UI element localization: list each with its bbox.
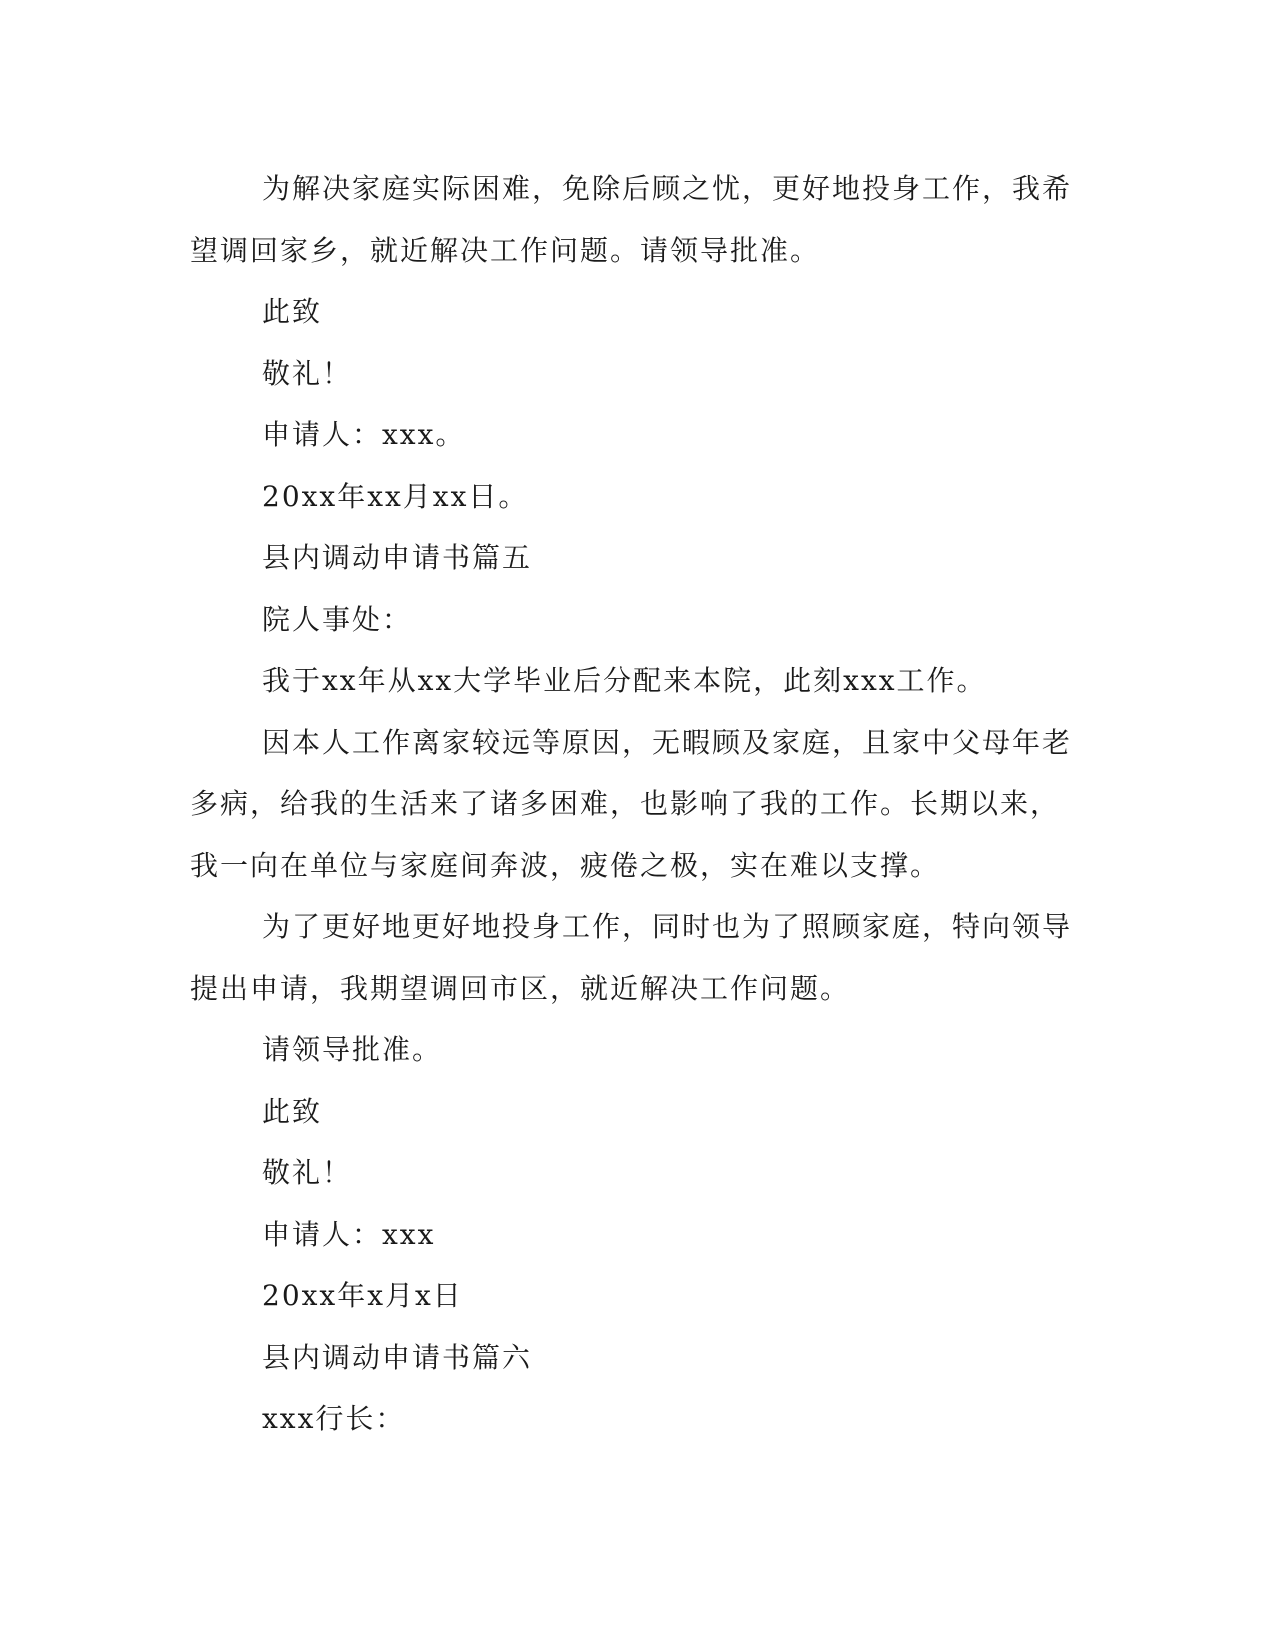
paragraph-background: 我于xx年从xx大学毕业后分配来本院，此刻xxx工作。 bbox=[262, 664, 987, 697]
paragraph-approval: 请领导批准。 bbox=[262, 1033, 443, 1066]
paragraph-salutation-jingli-2: 敬礼！ bbox=[262, 1156, 353, 1189]
section-heading-five: 县内调动申请书篇五 bbox=[262, 541, 533, 574]
paragraph-addressee: 院人事处： bbox=[262, 602, 413, 636]
paragraph-request-reason: 为解决家庭实际困难，免除后顾之忧，更好地投身工作，我希望调回家乡，就近解决工作问题。请领导批准。 bbox=[190, 172, 1073, 267]
paragraph-application: 为了更好地更好地投身工作，同时也为了照顾家庭，特向领导提出申请，我期望调回市区，就近解决工作问题。 bbox=[190, 910, 1073, 1005]
document-body bbox=[190, 158, 1080, 1450]
paragraph-applicant-2: 申请人：xxx bbox=[262, 1217, 436, 1251]
paragraph-salutation-cizhi: 此致 bbox=[262, 295, 323, 328]
section-heading-six: 县内调动申请书篇六 bbox=[262, 1340, 533, 1374]
paragraph-applicant: 申请人：xxx。 bbox=[262, 418, 466, 451]
paragraph-difficulty: 因本人工作离家较远等原因，无暇顾及家庭，且家中父母年老多病，给我的生活来了诸多困难，也影响了我的工作。长期以来，我一向在单位与家庭间奔波，疲倦之极，实在难以支撑。 bbox=[190, 725, 1073, 882]
paragraph-salutation-jingli: 敬礼！ bbox=[262, 356, 353, 390]
paragraph-date: 20xx年xx月xx日。 bbox=[262, 479, 529, 513]
paragraph-addressee-2: xxx行长： bbox=[262, 1402, 406, 1435]
paragraph-salutation-cizhi-2: 此致 bbox=[262, 1094, 323, 1128]
paragraph-date-2: 20xx年x月x日 bbox=[262, 1279, 463, 1312]
